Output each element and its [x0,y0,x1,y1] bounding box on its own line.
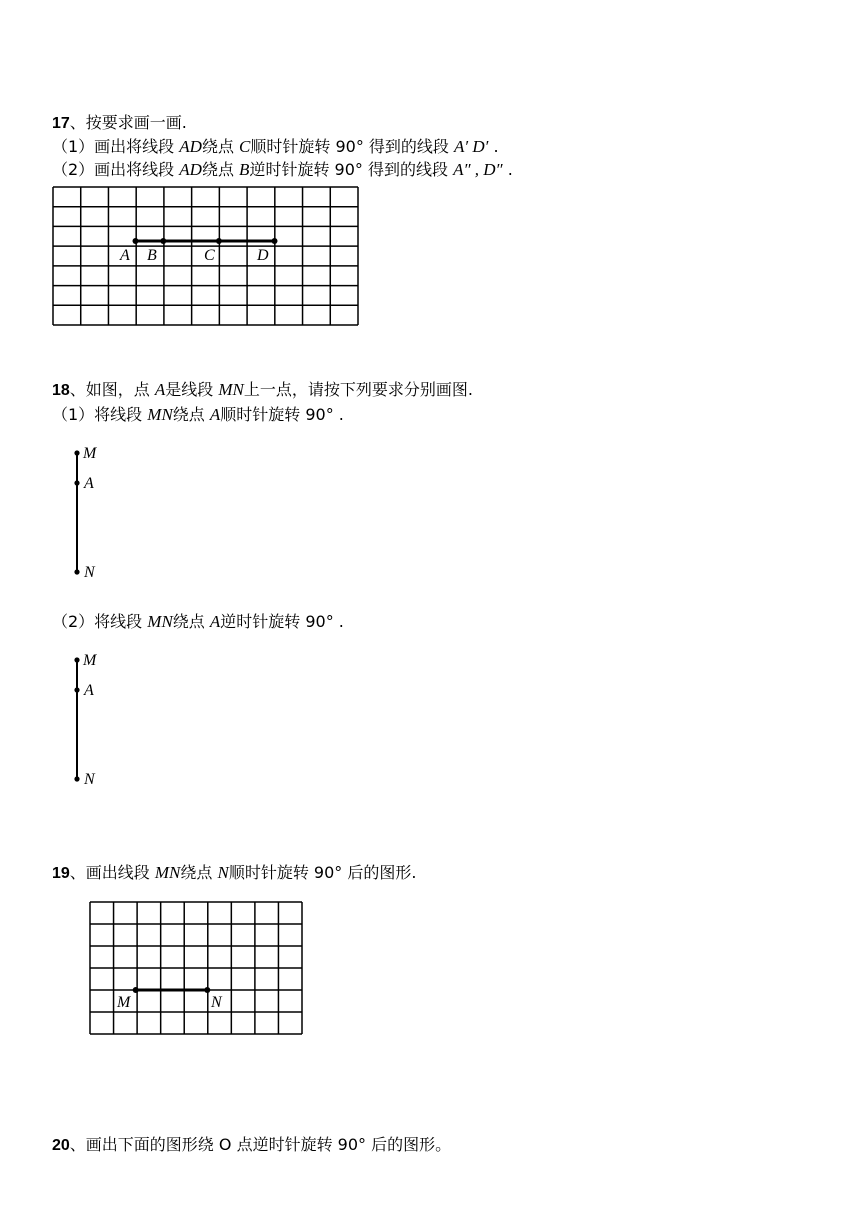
label-c: C [204,247,215,264]
point-m [74,450,79,455]
q18-figure-2 [70,651,110,791]
label-m: M [83,445,97,462]
label-n: N [84,771,95,788]
q17-number: 17 [52,115,70,132]
q19-grid [89,901,302,1035]
point-n [204,987,210,993]
q18-number: 18 [52,382,70,399]
label-b: B [147,247,157,264]
q17-grid [52,186,358,326]
point-c [216,238,222,244]
q17-title: 17、按要求画一画. [52,113,187,132]
point-d [272,238,278,244]
label-a: A [120,247,130,264]
q20-text: 20、画出下面的图形绕 O 点逆时针旋转 90° 后的图形。 [52,1135,452,1154]
q17-part2: （2）画出将线段 AD绕点 B逆时针旋转 90° 得到的线段 A″ , D″ . [52,160,513,179]
q20-number: 20 [52,1137,70,1154]
label-a: A [84,475,94,492]
q18-part1: （1）将线段 MN绕点 A顺时针旋转 90° . [52,405,344,424]
q19-number: 19 [52,865,70,882]
q18-figure-1 [70,444,110,584]
q17-part1: （1）画出将线段 AD绕点 C顺时针旋转 90° 得到的线段 A′ D′ . [52,137,499,156]
point-a [133,238,139,244]
label-n: N [84,564,95,581]
q18-intro: 18、如图，点 A是线段 MN上一点，请按下列要求分别画图. [52,380,473,399]
label-d: D [257,247,269,264]
q18-part2: （2）将线段 MN绕点 A逆时针旋转 90° . [52,612,344,631]
label-m: M [83,652,97,669]
point-a [74,687,79,692]
label-a: A [84,682,94,699]
point-n [74,569,79,574]
point-m [133,987,139,993]
point-n [74,776,79,781]
label-m: M [117,994,131,1011]
point-b [160,238,166,244]
q19-text: 19、画出线段 MN绕点 N顺时针旋转 90° 后的图形. [52,863,417,882]
point-a [74,480,79,485]
label-n: N [211,994,222,1011]
point-m [74,657,79,662]
